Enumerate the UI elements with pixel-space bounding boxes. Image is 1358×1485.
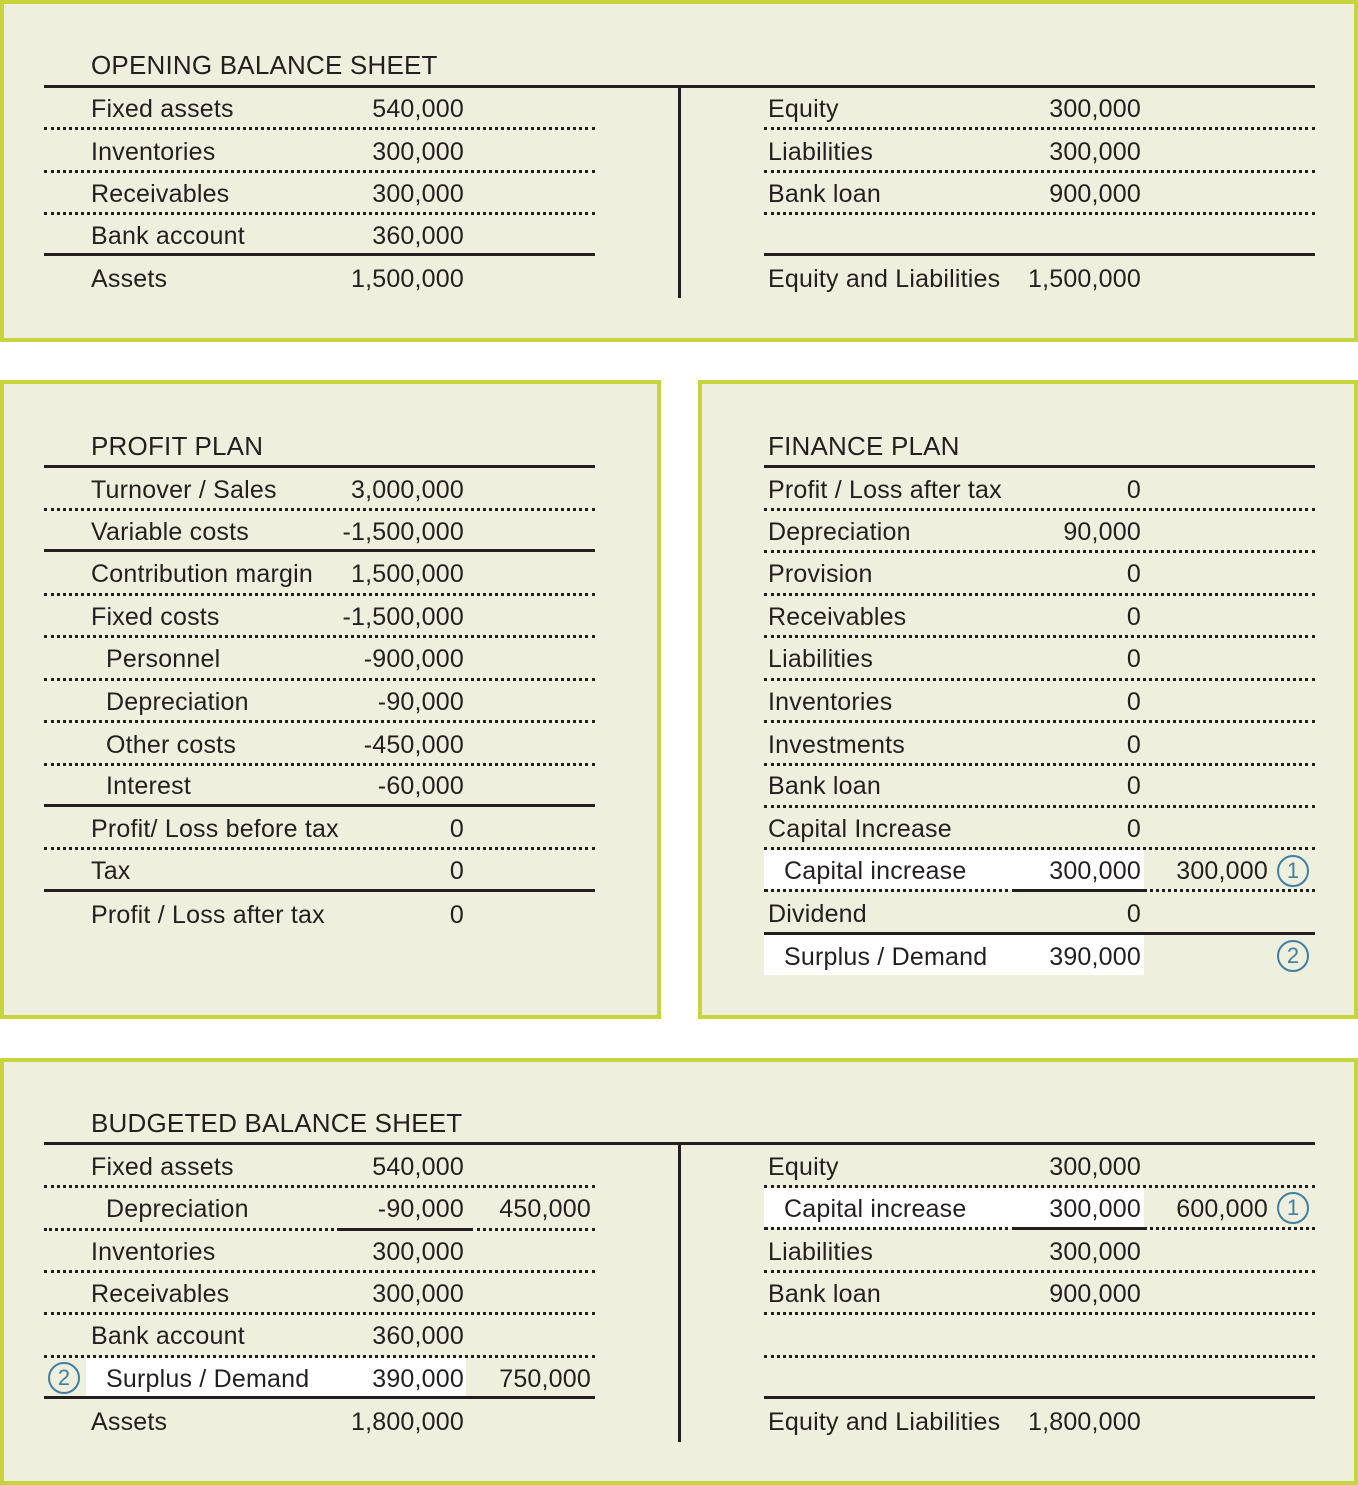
profit-row-value: 0 <box>449 857 464 885</box>
total-rule <box>764 253 1315 256</box>
row-divider <box>44 1185 595 1188</box>
row-divider <box>764 550 1315 553</box>
profit-row-label: Contribution margin <box>91 560 313 588</box>
profit-row-value: 3,000,000 <box>350 476 464 504</box>
row-divider <box>764 805 1315 808</box>
profit-row-label: Other costs <box>106 731 237 759</box>
row-divider <box>764 1312 1315 1315</box>
subtotal-rule <box>1016 1227 1144 1230</box>
finance-row-value: 0 <box>1126 731 1141 759</box>
budget-left-label: Bank account <box>91 1322 245 1350</box>
budget-left-label: Surplus / Demand <box>106 1365 310 1393</box>
row-divider <box>44 1270 595 1273</box>
finance-row-label: Bank loan <box>768 772 881 800</box>
finance-plan-title: FINANCE PLAN <box>768 431 960 461</box>
row-divider <box>764 508 1315 511</box>
opening-left-value: 360,000 <box>372 222 464 250</box>
row-divider <box>764 1270 1315 1273</box>
opening-left-label: Inventories <box>91 138 216 166</box>
budget-left-label: Fixed assets <box>91 1153 234 1181</box>
budget-right-label: Liabilities <box>768 1238 874 1266</box>
subtotal-rule <box>1016 889 1144 892</box>
finance-row-value: 0 <box>1126 560 1141 588</box>
budget-left-value: 390,000 <box>372 1365 464 1393</box>
row-divider <box>44 635 595 638</box>
row-divider <box>764 212 1315 215</box>
budget-right-value: 300,000 <box>1049 1195 1141 1223</box>
finance-row-value: 390,000 <box>1049 943 1141 971</box>
budget-left-label: Depreciation <box>106 1195 249 1223</box>
profit-row-value: -90,000 <box>377 688 464 716</box>
profit-row-label: Variable costs <box>91 518 249 546</box>
finance-row-value: 0 <box>1126 645 1141 673</box>
opening-left-value: 300,000 <box>372 180 464 208</box>
total-rule <box>44 253 595 256</box>
budget-equity-liabilities-total-label: Equity and Liabilities <box>768 1408 1001 1436</box>
row-divider <box>764 889 1016 892</box>
finance-row-label: Capital Increase <box>768 815 952 843</box>
profit-row-label: Profit / Loss after tax <box>91 901 325 929</box>
finance-capital-increase-result: 300,000 <box>1176 857 1268 885</box>
opening-right-label: Liabilities <box>768 138 874 166</box>
profit-row-label: Depreciation <box>106 688 249 716</box>
budget-column-divider <box>678 1144 681 1442</box>
finance-row-label: Provision <box>768 560 873 588</box>
row-divider <box>44 1228 340 1231</box>
row-divider <box>764 720 1315 723</box>
budget-right-label: Capital increase <box>784 1195 967 1223</box>
row-divider <box>44 212 595 215</box>
budget-left-label: Inventories <box>91 1238 216 1266</box>
budget-right-label: Bank loan <box>768 1280 881 1308</box>
opening-left-value: 540,000 <box>372 95 464 123</box>
profit-row-value: -450,000 <box>363 731 464 759</box>
opening-assets-total-label: Assets <box>91 265 168 293</box>
row-divider <box>1144 1227 1315 1230</box>
opening-right-value: 300,000 <box>1049 95 1141 123</box>
marker-2-icon: 2 <box>48 1362 80 1394</box>
row-divider <box>1144 889 1315 892</box>
budget-right-value: 300,000 <box>1049 1153 1141 1181</box>
opening-right-value: 300,000 <box>1049 138 1141 166</box>
row-divider <box>44 763 595 766</box>
budget-left-value: -90,000 <box>377 1195 464 1223</box>
opening-balance-sheet-title: OPENING BALANCE SHEET <box>91 50 438 80</box>
row-divider <box>764 678 1315 681</box>
budget-right-value: 300,000 <box>1049 1238 1141 1266</box>
finance-row-label: Liabilities <box>768 645 874 673</box>
opening-assets-total-value: 1,500,000 <box>350 265 464 293</box>
marker-1-icon: 1 <box>1277 855 1309 887</box>
marker-1-icon: 1 <box>1277 1192 1309 1224</box>
finance-row-label: Capital increase <box>784 857 967 885</box>
row-divider <box>44 720 595 723</box>
budget-assets-total-label: Assets <box>91 1408 168 1436</box>
finance-row-value: 0 <box>1126 900 1141 928</box>
budgeted-balance-sheet-title: BUDGETED BALANCE SHEET <box>91 1108 463 1138</box>
profit-row-value: 0 <box>449 901 464 929</box>
row-divider <box>44 508 595 511</box>
subtotal-rule <box>340 1228 470 1231</box>
row-divider <box>44 678 595 681</box>
profit-row-label: Interest <box>106 772 191 800</box>
profit-row-value: -900,000 <box>363 645 464 673</box>
budget-equity-liabilities-total-value: 1,800,000 <box>1027 1408 1141 1436</box>
finance-row-label: Inventories <box>768 688 893 716</box>
finance-row-label: Profit / Loss after tax <box>768 476 1002 504</box>
finance-row-label: Receivables <box>768 603 907 631</box>
opening-equity-liabilities-total-value: 1,500,000 <box>1027 265 1141 293</box>
opening-left-label: Fixed assets <box>91 95 234 123</box>
budget-left-value: 300,000 <box>372 1280 464 1308</box>
row-divider <box>764 1227 1016 1230</box>
finance-row-label: Depreciation <box>768 518 911 546</box>
finance-row-label: Dividend <box>768 900 867 928</box>
budget-equity-sum: 600,000 <box>1176 1195 1268 1223</box>
budget-left-value: 300,000 <box>372 1238 464 1266</box>
finance-row-value: 0 <box>1126 815 1141 843</box>
total-rule <box>44 889 595 892</box>
opening-right-value: 900,000 <box>1049 180 1141 208</box>
profit-row-value: 0 <box>449 815 464 843</box>
row-divider <box>764 1355 1315 1358</box>
profit-row-label: Turnover / Sales <box>91 476 277 504</box>
row-divider <box>44 593 595 596</box>
profit-plan-title: PROFIT PLAN <box>91 431 264 461</box>
row-divider <box>44 127 595 130</box>
opening-equity-liabilities-total-label: Equity and Liabilities <box>768 265 1001 293</box>
budget-current-assets-sum: 750,000 <box>499 1365 591 1393</box>
finance-row-value: 0 <box>1126 772 1141 800</box>
budget-right-label: Equity <box>768 1153 839 1181</box>
finance-row-label: Surplus / Demand <box>784 943 988 971</box>
row-divider <box>764 763 1315 766</box>
finance-row-value: 0 <box>1126 688 1141 716</box>
opening-left-label: Receivables <box>91 180 230 208</box>
budget-fixed-assets-net: 450,000 <box>499 1195 591 1223</box>
budget-left-label: Receivables <box>91 1280 230 1308</box>
total-rule <box>44 1396 595 1399</box>
profit-row-label: Profit/ Loss before tax <box>91 815 339 843</box>
marker-2-icon: 2 <box>1277 940 1309 972</box>
budget-assets-total-value: 1,800,000 <box>350 1408 464 1436</box>
opening-right-label: Equity <box>768 95 839 123</box>
subtotal-rule <box>44 804 595 807</box>
row-divider <box>470 1228 595 1231</box>
budget-left-value: 540,000 <box>372 1153 464 1181</box>
row-divider <box>764 170 1315 173</box>
budget-right-value: 900,000 <box>1049 1280 1141 1308</box>
profit-row-label: Personnel <box>106 645 221 673</box>
profit-row-label: Tax <box>91 857 131 885</box>
row-divider <box>44 847 595 850</box>
profit-header-rule <box>44 465 595 468</box>
finance-row-value: 0 <box>1126 603 1141 631</box>
row-divider <box>44 170 595 173</box>
total-rule <box>764 1396 1315 1399</box>
opening-column-divider <box>678 87 681 298</box>
opening-right-label: Bank loan <box>768 180 881 208</box>
opening-left-value: 300,000 <box>372 138 464 166</box>
finance-row-value: 90,000 <box>1063 518 1141 546</box>
row-divider <box>764 127 1315 130</box>
row-divider <box>764 635 1315 638</box>
budget-left-value: 360,000 <box>372 1322 464 1350</box>
opening-left-label: Bank account <box>91 222 245 250</box>
profit-row-value: -1,500,000 <box>342 518 464 546</box>
profit-row-value: -1,500,000 <box>342 603 464 631</box>
profit-row-label: Fixed costs <box>91 603 220 631</box>
finance-row-value: 300,000 <box>1049 857 1141 885</box>
profit-row-value: 1,500,000 <box>350 560 464 588</box>
finance-row-value: 0 <box>1126 476 1141 504</box>
profit-row-value: -60,000 <box>377 772 464 800</box>
finance-row-label: Investments <box>768 731 905 759</box>
subtotal-rule <box>44 549 595 552</box>
finance-header-rule <box>764 465 1315 468</box>
row-divider <box>764 593 1315 596</box>
row-divider <box>44 1312 595 1315</box>
